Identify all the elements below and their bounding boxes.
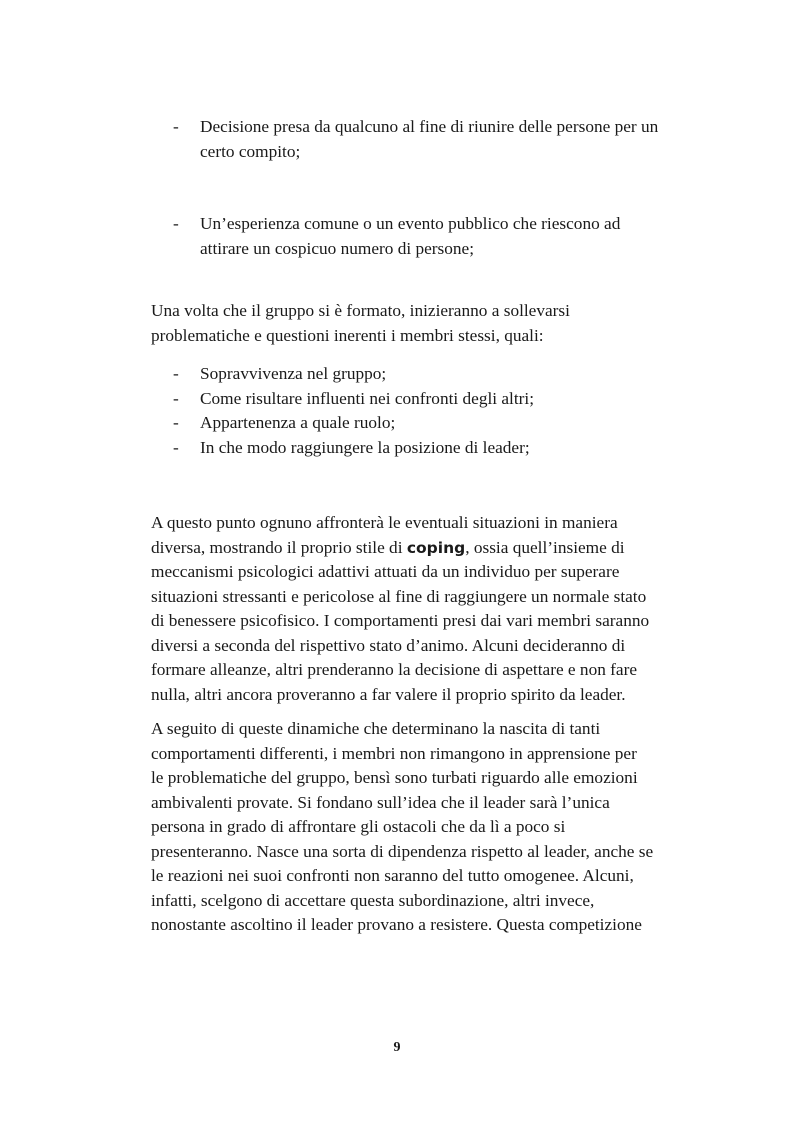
dash-bullet: - (173, 364, 179, 383)
dynamics-paragraph (151, 717, 671, 938)
list-item-text: In che modo raggiungere la posizione di leader; (200, 437, 530, 457)
paragraph-text: , ossia quell’insieme di (465, 537, 625, 557)
list-item (151, 115, 671, 164)
paragraph-line: nulla, altri ancora proveranno a far valere il proprio spirito da leader. (151, 684, 626, 704)
coping-paragraph (151, 511, 671, 707)
paragraph-line: formare alleanze, altri prenderanno la decisione di aspettare e non fare (151, 660, 638, 679)
list-item (151, 436, 671, 461)
paragraph-text: diversa, mostrando il proprio stile di (151, 537, 407, 557)
list-item-text: Sopravvivenza nel gruppo; (200, 364, 387, 383)
paragraph-line: infatti, scelgono di accettare questa subordinazione, altri invece, (151, 890, 595, 910)
paragraph-line: le problematiche del gruppo, bensì sono turbati riguardo alle emozioni (151, 768, 638, 787)
dash-bullet: - (173, 117, 179, 136)
dash-bullet: - (173, 413, 179, 432)
paragraph-line: A seguito di queste dinamiche che determinano la nascita di tanti (151, 719, 601, 738)
paragraph-line: di benessere psicofisico. I comportamenti presi dai vari membri saranno (151, 611, 650, 630)
list-item (151, 212, 671, 261)
list-item-line: certo compito; (200, 141, 301, 161)
top-dash-list (151, 115, 671, 261)
list-item-line: Un’esperienza comune o un evento pubblico che riescono ad (200, 214, 621, 233)
paragraph-line: situazioni stressanti e pericolose al fine di raggiungere un normale stato (151, 586, 647, 606)
paragraph-line: Una volta che il gruppo si è formato, inizieranno a sollevarsi (151, 301, 570, 320)
paragraph-line: persona in grado di affrontare gli ostacoli che da lì a poco si (151, 817, 566, 836)
intro-paragraph (151, 299, 671, 348)
dash-bullet: - (173, 214, 179, 233)
paragraph-line: A questo punto ognuno affronterà le eventuali situazioni in maniera (151, 513, 618, 532)
list-item (151, 411, 671, 436)
list-item (151, 362, 671, 387)
dash-bullet: - (173, 388, 179, 408)
issues-dash-list (151, 362, 671, 460)
paragraph-line (151, 536, 671, 561)
paragraph-line: comportamenti differenti, i membri non rimangono in apprensione per (151, 743, 637, 763)
paragraph-line: meccanismi psicologici adattivi attuati da un individuo per superare (151, 562, 620, 581)
coping-term: coping (406, 538, 466, 557)
paragraph-line: diversi a seconda del rispettivo stato d’animo. Alcuni decideranno di (151, 635, 626, 655)
list-item (151, 387, 671, 412)
dash-bullet: - (173, 437, 179, 457)
page-number: 9 (393, 1040, 401, 1055)
list-item-text: Appartenenza a quale ruolo; (200, 413, 396, 432)
paragraph-line: nonostante ascoltino il leader provano a resistere. Questa competizione (151, 915, 642, 934)
list-item-text: Come risultare influenti nei confronti degli altri; (200, 388, 535, 408)
paragraph-line: problematiche e questioni inerenti i membri stessi, quali: (151, 325, 544, 345)
paragraph-line: presenteranno. Nasce una sorta di dipendenza rispetto al leader, anche se (151, 841, 654, 861)
list-item-line: Decisione presa da qualcuno al fine di riunire delle persone per un (200, 117, 659, 136)
paragraph-line: ambivalenti provate. Si fondano sull’idea che il leader sarà l’unica (151, 792, 610, 812)
list-item-line: attirare un cospicuo numero di persone; (200, 238, 475, 258)
paragraph-line: le reazioni nei suoi confronti non saranno del tutto omogenee. Alcuni, (151, 866, 634, 885)
